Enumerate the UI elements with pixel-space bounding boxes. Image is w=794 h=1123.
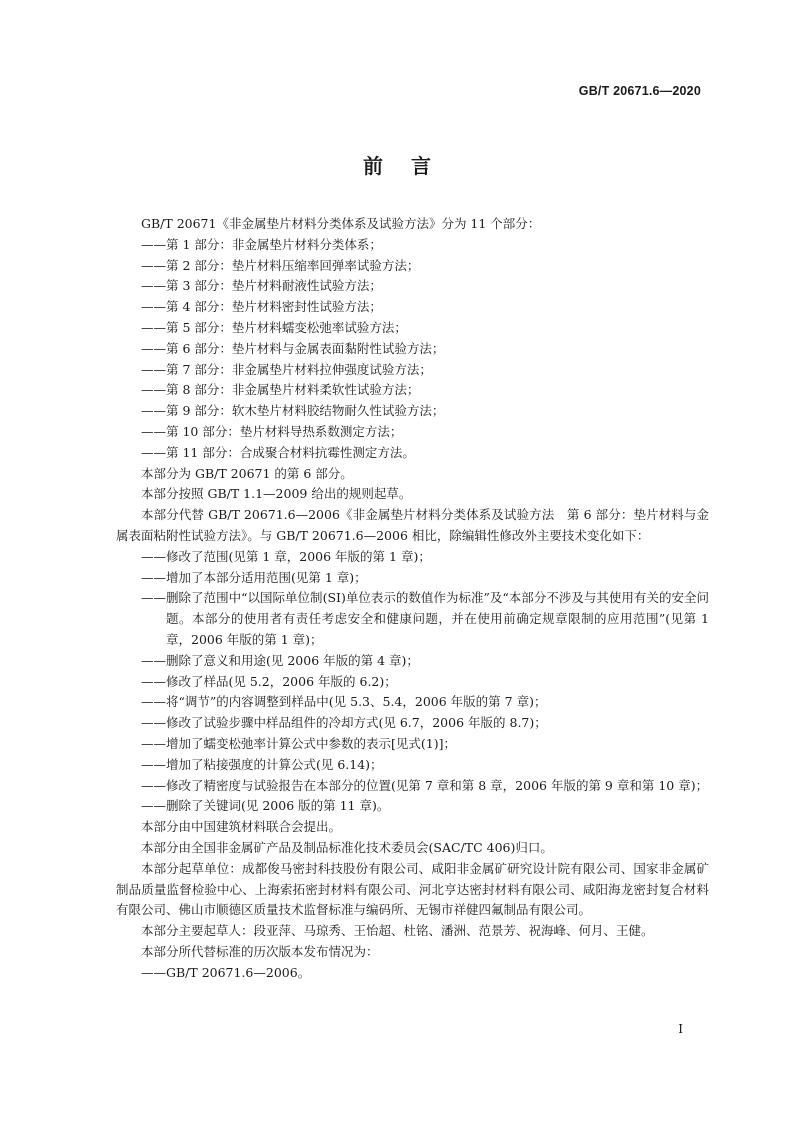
list-item: ——增加了蠕变松弛率计算公式中参数的表示[见式(1)]； [141,735,456,751]
list-item: ——修改了范围(见第 1 章，2006 年版的第 1 章)； [141,548,431,564]
list-item: ——删除了关键词(见 2006 版的第 11 章)。 [141,798,390,814]
list-item: ——删除了意义和用途(见 2006 年版的第 4 章)； [141,652,419,668]
list-item: ——第 1 部分：非金属垫片材料分类体系； [141,236,382,252]
list-item: ——删除了范围中“以国际单位制(SI)单位表示的数值作为标准”及“本部分不涉及与其使用有关的安全问题。本部分的使用者有责任考虑安全和健康问题，并在使用前确定规章限制的应用范围”(见第 1 章，2006 年版的第 1 章)； [141,590,709,647]
paragraph: 本部分所代替标准的历次版本发布情况为： [141,943,379,959]
document-body [116,214,709,983]
list-item: ——修改了样品(见 5.2，2006 年版的 6.2)； [141,673,397,689]
list-item: ——增加了本部分适用范围(见第 1 章)； [141,569,367,585]
list-item: ——第 9 部分：软木垫片材料胶结物耐久性试验方法； [141,403,445,419]
page-title: 前言 [363,154,459,178]
standard-code: GB/T 20671.6—2020 [578,84,701,98]
list-item: ——将“调节”的内容调整到样品中(见 5.3、5.4，2006 年版的第 7 章)； [141,694,547,710]
list-item: ——修改了精密度与试验报告在本部分的位置(见第 7 章和第 8 章，2006 年版的第 9 章和第 10 章)； [141,777,709,793]
paragraph: 本部分为 GB/T 20671 的第 6 部分。 [141,465,353,481]
paragraph: 本部分起草单位：成都俊马密封科技股份有限公司、咸阳非金属矿研究设计院有限公司、国家非金属矿制品质量监督检验中心、上海索拓密封材料有限公司、河北亨达密封材料有限公司、咸阳海龙密封复合材料有限公司、佛山市顺德区质量技术监督标准与编码所、无锡市祥健四氟制品有限公司。 [116,860,709,918]
paragraph: 本部分主要起草人：段亚萍、马琼秀、王怡超、杜铭、潘洲、范景芳、祝海峰、何月、王健。 [141,923,654,939]
list-item: ——第 4 部分：垫片材料密封性试验方法； [141,299,382,315]
list-item: ——第 5 部分：垫片材料蠕变松弛率试验方法； [141,319,407,335]
paragraph: 本部分按照 GB/T 1.1—2009 给出的规则起草。 [141,486,412,502]
list-item: ——第 10 部分：垫片材料导热系数测定方法； [141,423,403,439]
paragraph: 本部分代替 GB/T 20671.6—2006《非金属垫片材料分类体系及试验方法 第 6 部分：垫片材料与金属表面粘附性试验方法》。与 GB/T 20671.6—2006 相比，除编辑性修改外主要技术变化如下： [116,507,709,543]
list-item: ——GB/T 20671.6—2006。 [141,964,311,980]
page-number: I [678,1022,683,1036]
paragraph: GB/T 20671《非金属垫片材料分类体系及试验方法》分为 11 个部分： [141,216,541,231]
list-item: ——第 3 部分：垫片材料耐液性试验方法； [141,278,382,294]
paragraph: 本部分由中国建筑材料联合会提出。 [141,819,342,835]
list-item: ——第 11 部分：合成聚合材料抗霉性测定方法。 [141,444,415,460]
list-item: ——第 6 部分：垫片材料与金属表面黏附性试验方法； [141,340,445,356]
list-item: ——第 8 部分：非金属垫片材料柔软性试验方法； [141,382,420,398]
list-item: ——第 7 部分：非金属垫片材料拉伸强度试验方法； [141,361,432,377]
paragraph: 本部分由全国非金属矿产品及制品标准化技术委员会(SAC/TC 406)归口。 [141,839,553,855]
list-item: ——第 2 部分：垫片材料压缩率回弹率试验方法； [141,257,420,273]
list-item: ——增加了粘接强度的计算公式(见 6.14)； [141,756,383,772]
list-item: ——修改了试验步骤中样品组件的冷却方式(见 6.7，2006 年版的 8.7)； [141,715,547,731]
